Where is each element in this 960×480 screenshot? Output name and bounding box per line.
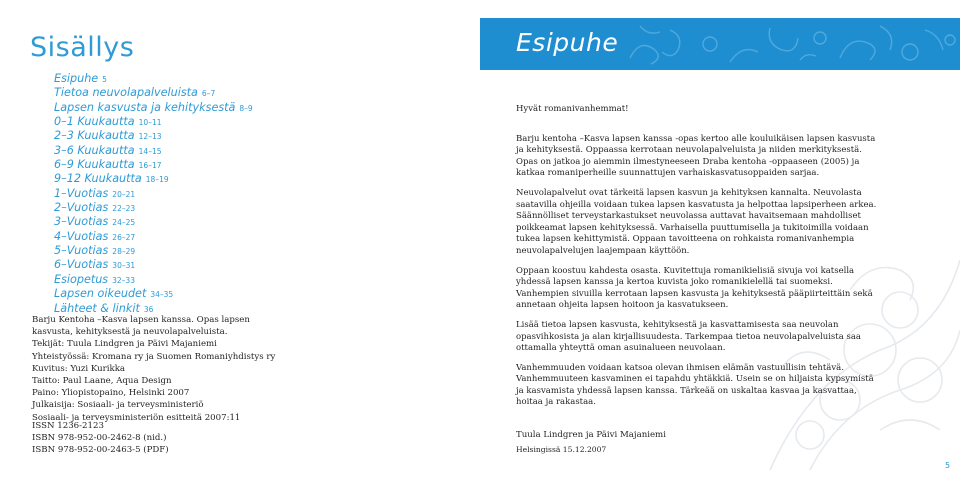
toc-label: 0–1 Kuukautta	[54, 115, 135, 129]
table-of-contents	[54, 72, 253, 316]
toc-page: 16–17	[138, 161, 162, 171]
toc-item[interactable]	[54, 287, 253, 301]
toc-item[interactable]	[54, 230, 253, 244]
toc-page: 20–21	[112, 189, 136, 199]
toc-label: 3–6 Kuukautta	[54, 143, 135, 157]
paragraph: Lisää tietoa lapsen kasvusta, kehityksestä ja kasvattamisesta saa neuvolan opasvihkosista ja alan kirjallisuudesta. Tarkempaa tietoa neuvolapalveluista saa ottamalla yhteyttä oman asuinalueen neuvolaan.	[516, 319, 861, 354]
paragraph: Vanhemmuuden voidaan katsoa olevan ihmisen elämän vastuullisin tehtävä. Vanhemmuuteen kasvaminen ei tapahdu yhtäkkiä. Usein se on hiljaista kypsymistä ja kasvamista yhdessä lapsen kanssa. Tärkeää on uskaltaa kasvaa ja kasvattaa, hoitaa ja rakastaa.	[516, 362, 874, 408]
toc-page: 26–27	[112, 232, 136, 242]
toc-label: 3–Vuotias	[54, 215, 109, 229]
issn-line: ISSN 1236-2123	[32, 421, 104, 431]
colophon	[32, 314, 282, 424]
toc-page: 6–7	[201, 89, 216, 99]
toc-item[interactable]	[54, 129, 253, 143]
toc-item[interactable]	[54, 158, 253, 172]
colophon-line: Julkaisija: Sosiaali- ja terveysministeriö	[32, 400, 204, 411]
toc-label: Lähteet & linkit	[54, 301, 140, 315]
toc-page: 18–19	[145, 175, 169, 185]
header-band	[480, 18, 960, 70]
toc-item[interactable]	[54, 101, 253, 115]
colophon-line: Kuvitus: Yuzi Kurikka	[32, 363, 126, 374]
toc-label: 9–12 Kuukautta	[54, 172, 142, 186]
toc-label: 6–Vuotias	[54, 258, 109, 272]
colophon-line: Barju Kentoha –Kasva lapsen kanssa. Opas lapsen kasvusta, kehityksestä ja neuvolapalveluista.	[32, 315, 250, 338]
toc-label: 1–Vuotias	[54, 186, 109, 200]
colophon-line: Sosiaali- ja terveysministeriön esitteitä 2007:11	[32, 412, 241, 423]
toc-label: Esipuhe	[54, 72, 99, 85]
toc-page: 12–13	[138, 132, 162, 142]
toc-page: 10–11	[138, 118, 162, 128]
toc-label: Lapsen oikeudet	[54, 287, 147, 301]
toc-label: 2–Vuotias	[54, 201, 109, 215]
colophon-line: Yhteistyössä: Kromana ry ja Suomen Romaniyhdistys ry	[32, 351, 276, 362]
colophon-line: Taitto: Paul Laane, Aqua Design	[32, 376, 172, 387]
toc-page: 30–31	[112, 261, 136, 271]
toc-label: Lapsen kasvusta ja kehityksestä	[54, 100, 236, 114]
toc-page: 24–25	[112, 218, 136, 228]
toc-label: 4–Vuotias	[54, 229, 109, 243]
paragraph: Barju kentoha –Kasva lapsen kanssa -opas kertoo alle kouluikäisen lapsen kasvusta ja kehityksestä. Oppaassa kerrotaan neuvolapalveluista ja niiden merkityksestä. Opas on jatkoa jo aiemmin ilmestyneeseen Draba kentoha -oppaaseen (2005) ja katkaa romaniperheille suunnattujen varhaiskasvatusoppaiden sarjaa.	[516, 133, 876, 179]
toc-page: 8–9	[239, 103, 253, 113]
toc-page: 5	[102, 75, 107, 84]
toc-label: Esiopetus	[54, 272, 109, 286]
signature-name: Tuula Lindgren ja Päivi Majaniemi	[516, 430, 666, 440]
preface-title: Esipuhe	[516, 28, 619, 57]
isbn-line: ISBN 978-952-00-2463-5 (PDF)	[32, 445, 169, 455]
contents-title: Sisällys	[30, 32, 135, 63]
toc-page: 32–33	[112, 275, 135, 285]
toc-item[interactable]	[54, 273, 253, 287]
toc-item[interactable]	[54, 86, 253, 100]
toc-page: 36	[143, 304, 154, 314]
right-page	[480, 0, 960, 480]
toc-item[interactable]	[54, 215, 253, 229]
toc-label: 5–Vuotias	[54, 244, 109, 258]
toc-item[interactable]	[54, 187, 253, 201]
toc-item[interactable]	[54, 115, 253, 129]
toc-page: 28–29	[112, 247, 136, 257]
toc-item[interactable]	[54, 144, 253, 158]
toc-label: 2–3 Kuukautta	[54, 129, 135, 143]
toc-page: 22–23	[112, 204, 136, 214]
page-number: 5	[945, 461, 951, 470]
toc-label: 6–9 Kuukautta	[54, 158, 135, 172]
signature	[516, 430, 666, 454]
preface-body	[516, 104, 882, 417]
toc-item[interactable]	[54, 244, 253, 258]
toc-item[interactable]	[54, 201, 253, 215]
paragraph: Oppaan koostuu kahdesta osasta. Kuvitettuja romanikielisiä sivuja voi katsella yhdessä lapsen kanssa ja kertoa kuvista joko romanikielellä tai suomeksi. Vanhempien sivuilla kerrotaan lapsen kasvusta ja kehityksestä pääpiirteittäin sekä annetaan ohjeita lapsen hoitoon ja kasvatukseen.	[516, 265, 873, 311]
greeting: Hyvät romanivanhemmat!	[516, 104, 629, 114]
isbn-line: ISBN 978-952-00-2462-8 (nid.)	[32, 433, 167, 443]
signature-place-date: Helsingissä 15.12.2007	[516, 445, 607, 454]
colophon-line: Paino: Yliopistopaino, Helsinki 2007	[32, 388, 190, 399]
isbn-block	[32, 420, 169, 456]
paragraph: Neuvolapalvelut ovat tärkeitä lapsen kasvun ja kehityksen kannalta. Neuvolasta saatavilla ohjeilla voidaan tukea lapsen kasvatusta ja helpottaa lapsiperheen arkea. Säännölliset terveystarkastukset neuvolassa auttavat havaitsemaan mahdolliset poikkeamat lapsen kehityksessä. Varhaisella puuttumisella ja tukitoimilla voidaan tukea lapsen kehittymistä. Oppaan tavoitteena on rohkaista romanivanhempia neuvolapalvelujen laajempaan käyttöön.	[516, 187, 877, 256]
colophon-line: Tekijät: Tuula Lindgren ja Päivi Majaniemi	[32, 339, 217, 350]
toc-page: 34–35	[150, 290, 174, 300]
toc-label: Tietoa neuvolapalveluista	[54, 86, 198, 100]
toc-page: 14–15	[138, 146, 162, 156]
toc-item[interactable]	[54, 258, 253, 272]
toc-item[interactable]	[54, 172, 253, 186]
toc-item[interactable]	[54, 72, 253, 86]
